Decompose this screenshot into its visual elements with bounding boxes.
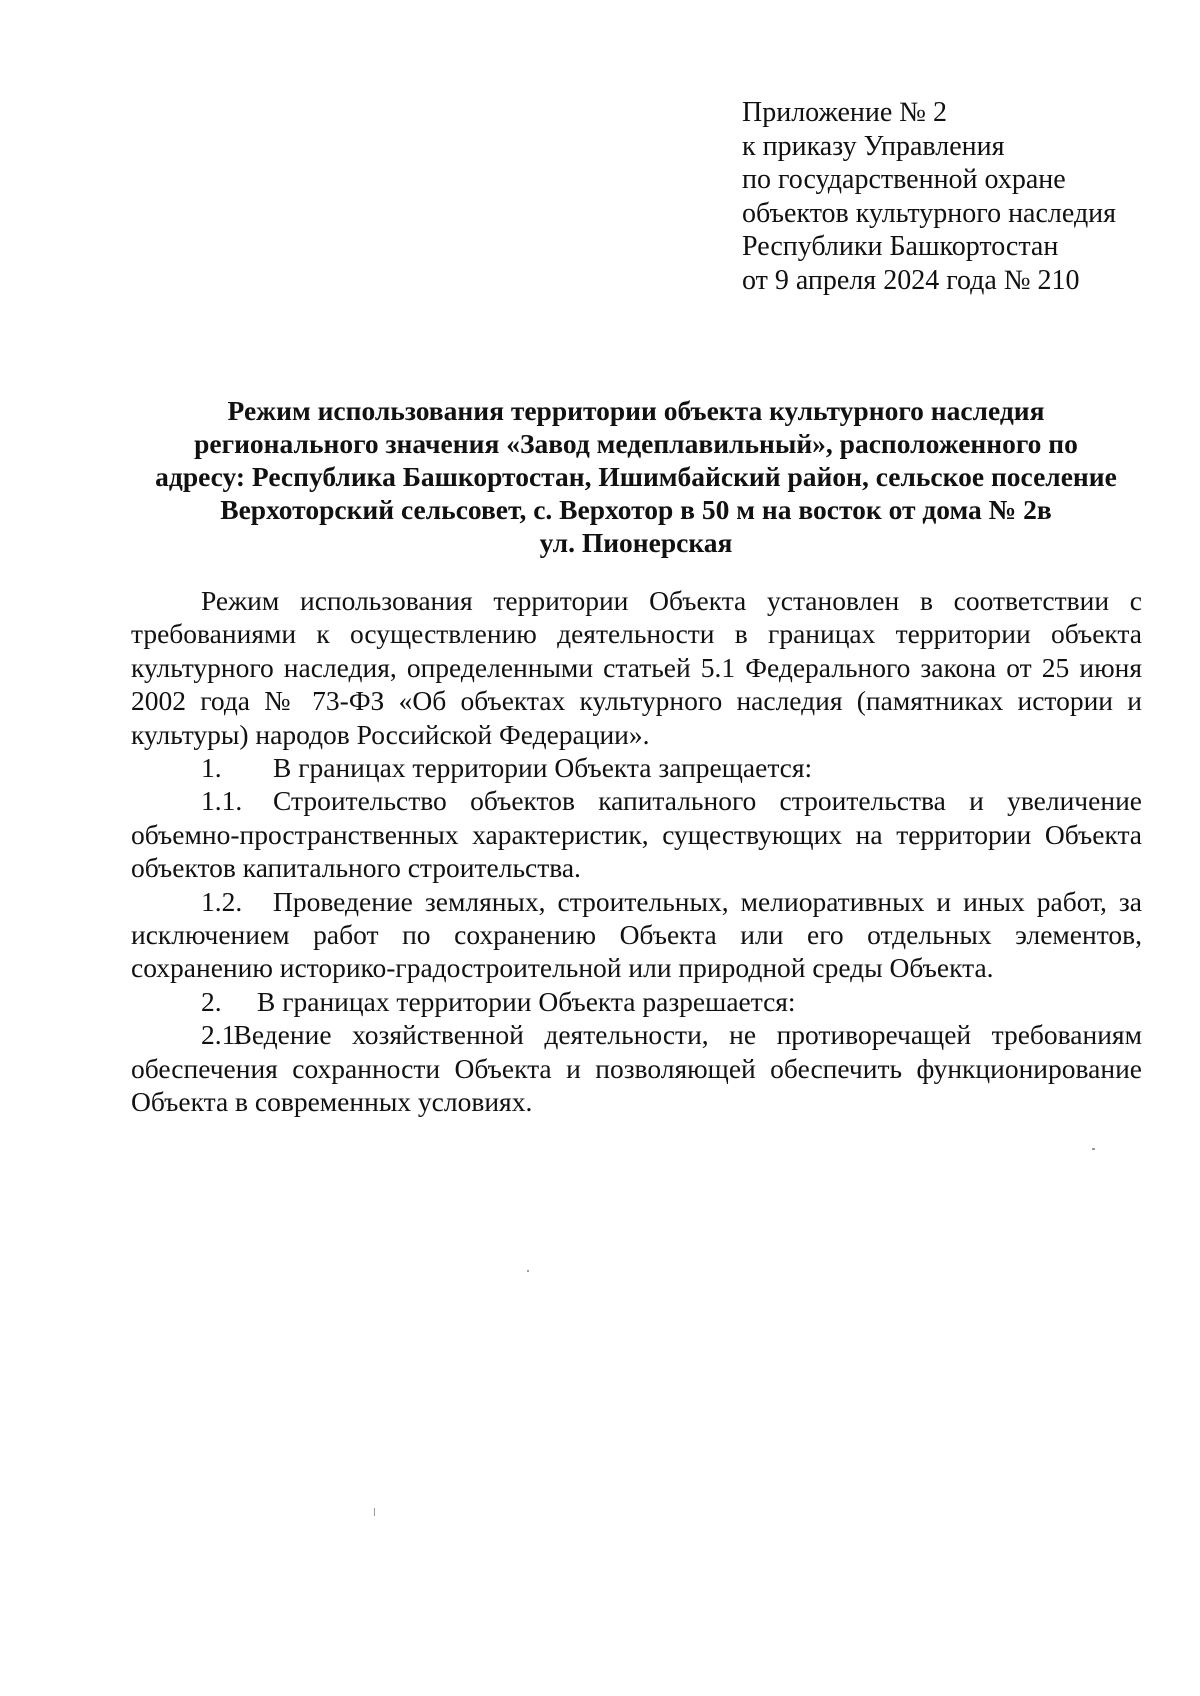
- item-1: [131, 751, 1142, 784]
- intro-paragraph: Режим использования территории Объекта установлен в соответствии с требованиями к осуществлению деятельности в границах территории объекта культурного наследия, определенными статьей 5.1 Федерального закона от 25 июня 2002 года № 73-ФЗ «Об объектах культурного наследия (памятниках истории и культуры) народов Российской Федерации».: [131, 585, 1142, 750]
- scan-speck: [374, 1508, 375, 1516]
- item-1-2: [131, 885, 1142, 985]
- item-2-1: [131, 1018, 1142, 1118]
- appendix-line: от 9 апреля 2024 года № 210: [742, 264, 1080, 296]
- title-line: регионального значения «Завод медеплавильный», расположенного по: [194, 428, 1078, 459]
- title-line: Режим использования территории объекта культурного наследия: [227, 395, 1045, 426]
- item-1-1: [131, 784, 1142, 884]
- appendix-line: к приказу Управления: [742, 130, 1005, 162]
- title-line: ул. Пионерская: [539, 527, 733, 558]
- item-number: 1.2.: [201, 885, 243, 917]
- document-body: [131, 584, 1142, 1119]
- item-number: 2.: [201, 985, 222, 1017]
- item-number: 2.1.: [201, 1019, 243, 1051]
- appendix-line: по государственной охране: [742, 164, 1066, 195]
- item-text: Проведение земляных, строительных, мелиоративных и иных работ, за исключением работ по сохранению Объекта или его отдельных элементов, сохранению историко-градостроительной или природной среды Объекта.: [131, 885, 1142, 984]
- item-number: 1.1.: [201, 785, 243, 817]
- title-line: Верхоторский сельсовет, с. Верхотор в 50 м на восток от дома № 2в: [220, 494, 1052, 525]
- appendix-line: Приложение № 2: [742, 97, 947, 128]
- item-text: Строительство объектов капитального строительства и увеличение объемно-пространственных характеристик, существующих на территории Объекта объектов капитального строительства.: [131, 785, 1142, 884]
- item-text: Ведение хозяйственной деятельности, не противоречащей требованиям обеспечения сохранности Объекта и позволяющей обеспечить функционирование Объекта в современных условиях.: [131, 1019, 1142, 1118]
- appendix-block: [742, 96, 1116, 297]
- item-number: 1.: [201, 752, 222, 784]
- item-2: [131, 985, 1142, 1018]
- document-title: [130, 394, 1142, 559]
- title-line: адресу: Республика Башкортостан, Ишимбайский район, сельское поселение: [155, 461, 1117, 492]
- appendix-line: объектов культурного наследия: [742, 197, 1117, 229]
- item-text: В границах территории Объекта запрещается:: [273, 752, 813, 784]
- scan-speck: [527, 1270, 529, 1272]
- scan-speck: [1092, 1148, 1095, 1150]
- item-text: В границах территории Объекта разрешается:: [257, 985, 796, 1017]
- appendix-line: Республики Башкортостан: [742, 231, 1059, 262]
